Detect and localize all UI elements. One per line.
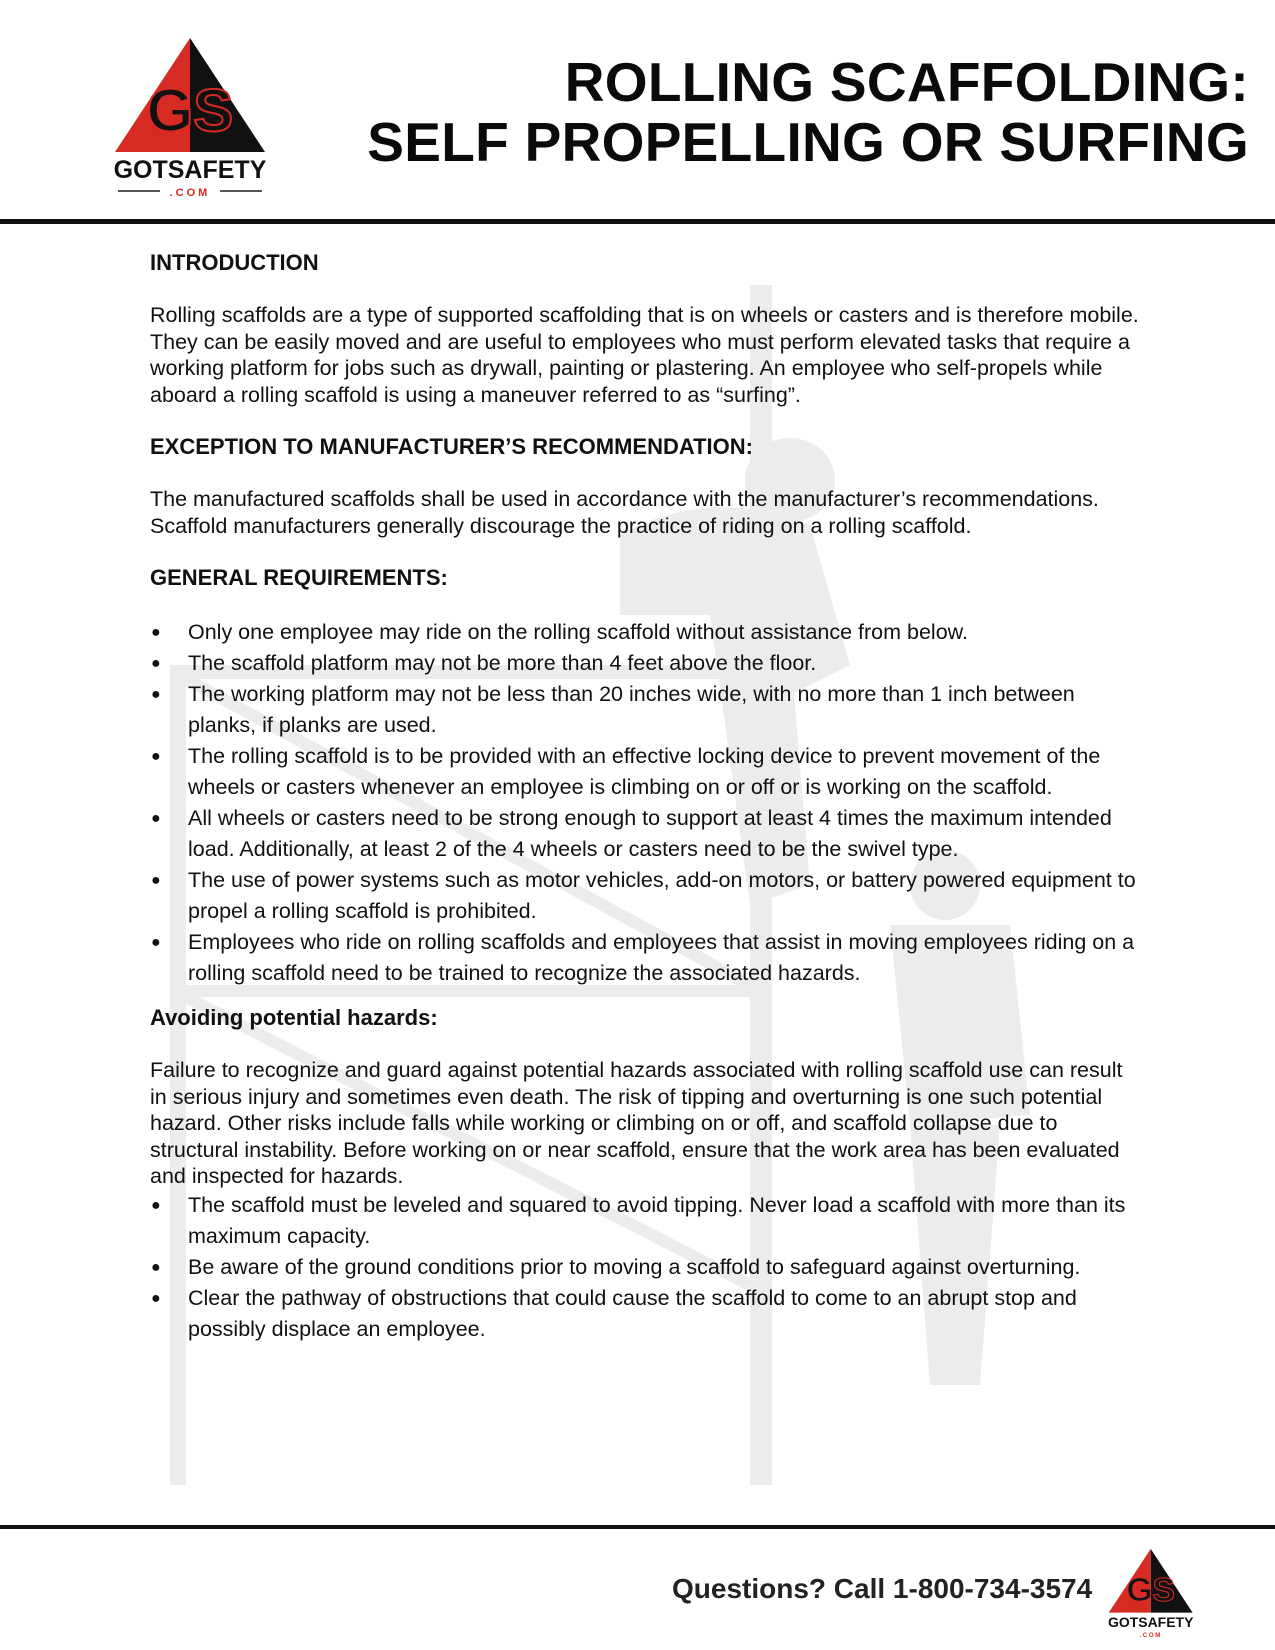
list-item [150, 741, 1140, 803]
bullet-icon: ● [151, 1258, 161, 1276]
bullet-icon: ● [151, 810, 161, 827]
list-item-text: Be aware of the ground conditions prior to moving a scaffold to safeguard against overturning. [188, 1254, 1081, 1279]
hazards-heading: Avoiding potential hazards: [150, 1005, 438, 1030]
logo-small-letters: GS [1126, 1571, 1175, 1609]
document-body [150, 250, 1140, 1345]
list-item [150, 617, 1140, 648]
logo-small-name: GOTSAFETY [1108, 1614, 1194, 1631]
logo-name: GOTSAFETY [113, 156, 267, 184]
list-item [150, 1252, 1140, 1283]
title-line-2: SELF PROPELLING OR SURFING [367, 111, 1249, 173]
title-line-1: ROLLING SCAFFOLDING: [564, 51, 1249, 113]
bullet-icon: ● [151, 686, 161, 703]
list-item-text: The working platform may not be less than 20 inches wide, with no more than 1 inch between planks, if planks are used. [188, 682, 1075, 737]
general-requirements-list [150, 617, 1140, 989]
list-item [150, 865, 1140, 927]
list-item-text: All wheels or casters need to be strong enough to support at least 4 times the maximum intended load. Additionally, at least 2 of the 4 wheels or casters need to be the swivel type. [188, 806, 1112, 861]
list-item-text: The use of power systems such as motor vehicles, add-on motors, or battery powered equipment to propel a rolling scaffold is prohibited. [188, 868, 1136, 923]
list-item [150, 803, 1140, 865]
exception-heading: EXCEPTION TO MANUFACTURER’S RECOMMENDATION: [150, 434, 753, 459]
bullet-icon: ● [151, 748, 161, 765]
list-item-text: The rolling scaffold is to be provided with an effective locking device to prevent movement of the wheels or casters whenever an employee is climbing on or off or is working on the scaffold. [188, 744, 1101, 799]
list-item [150, 679, 1140, 741]
footer-contact: Questions? Call 1-800-734-3574 [672, 1573, 1093, 1604]
intro-heading: INTRODUCTION [150, 250, 319, 275]
page-title [367, 52, 1249, 172]
list-item [150, 927, 1140, 989]
general-requirements-heading: GENERAL REQUIREMENTS: [150, 565, 448, 590]
list-item-text: Clear the pathway of obstructions that could cause the scaffold to come to an abrupt stop and possibly displace an employee. [188, 1285, 1077, 1341]
gotsafety-logo-graphic [110, 36, 280, 196]
logo-domain: .COM [169, 187, 211, 196]
footer-divider [0, 1525, 1275, 1529]
gotsafety-logo [110, 36, 280, 196]
list-item [150, 648, 1140, 679]
list-item [150, 1283, 1140, 1345]
gotsafety-logo-small-graphic [1106, 1545, 1201, 1640]
list-item-text: Employees who ride on rolling scaffolds and employees that assist in moving employees riding on a rolling scaffold need to be trained to recognize the associated hazards. [188, 930, 1135, 985]
hazards-paragraph: Failure to recognize and guard against potential hazards associated with rolling scaffold use can result in serious injury and sometimes even death. The risk of tipping and overturning is one such potential hazard. Other risks include falls while working or climbing on or off, and scaffold collapse due to structural instability. Before working on or near scaffold, ensure that the work area has been evaluated and inspected for hazards. [150, 1058, 1123, 1188]
list-item [150, 1190, 1140, 1252]
bullet-icon: ● [151, 872, 161, 889]
bullet-icon: ● [151, 934, 161, 951]
bullet-icon: ● [151, 624, 161, 641]
list-item-text: The scaffold platform may not be more than 4 feet above the floor. [188, 651, 817, 675]
list-item-text: The scaffold must be leveled and squared to avoid tipping. Never load a scaffold with more than its maximum capacity. [188, 1192, 1126, 1248]
list-item-text: Only one employee may ride on the rolling scaffold without assistance from below. [188, 620, 968, 644]
exception-paragraph: The manufactured scaffolds shall be used in accordance with the manufacturer’s recommendations. Scaffold manufacturers generally discourage the practice of riding on a rolling scaffold. [150, 487, 1099, 538]
bullet-icon: ● [151, 1196, 161, 1214]
bullet-icon: ● [151, 655, 161, 672]
logo-small-domain: .COM [1139, 1632, 1163, 1640]
gotsafety-logo-small [1106, 1545, 1201, 1640]
bullet-icon: ● [151, 1289, 161, 1307]
header-divider [0, 219, 1275, 224]
hazards-list [150, 1190, 1140, 1345]
logo-letters: GS [146, 77, 234, 144]
intro-paragraph: Rolling scaffolds are a type of supported scaffolding that is on wheels or casters and is therefore mobile. They can be easily moved and are useful to employees who must perform elevated tasks that require a working platform for jobs such as drywall, painting or plastering. An employee who self-propels while aboard a rolling scaffold is using a maneuver referred to as “surfing”. [150, 303, 1139, 407]
